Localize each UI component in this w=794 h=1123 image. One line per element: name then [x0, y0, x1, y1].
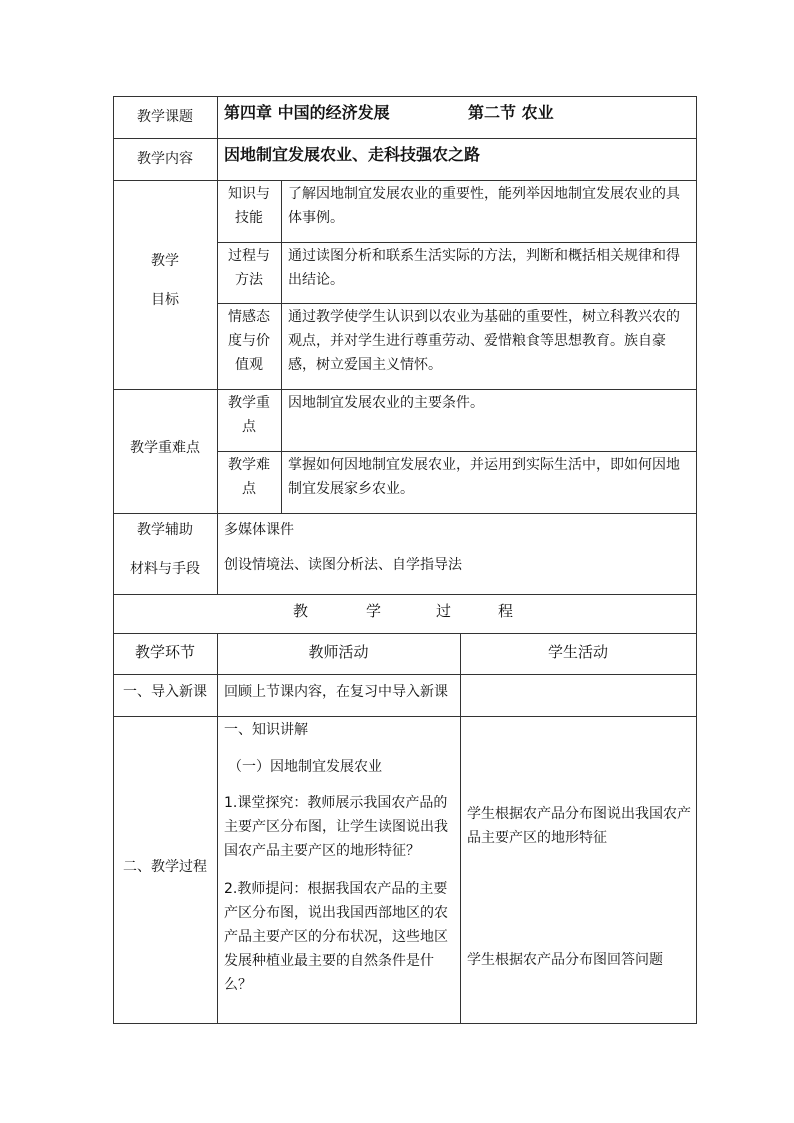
process-title-char-2: 学 [366, 602, 382, 620]
difficulty-label-line1: 教学难 [228, 457, 270, 473]
goals-label-line2: 目标 [151, 292, 179, 308]
content-label: 教学内容 [137, 151, 193, 167]
process-title-char-3: 过 [436, 602, 452, 620]
content-title: 因地制宜发展农业、走科技强农之路 [224, 145, 481, 164]
topic-label: 教学课题 [137, 109, 193, 125]
intro-stage: 一、导入新课 [123, 684, 207, 700]
process-label-line2: 方法 [235, 272, 263, 288]
process-title-char-4: 程 [498, 602, 514, 620]
header-stage: 教学环节 [134, 643, 195, 661]
aids-line2: 创设情境法、读图分析法、自学指导法 [224, 557, 462, 573]
knowledge-label-line1: 知识与 [228, 186, 270, 202]
process-text: 通过读图分析和联系生活实际的方法，判断和概括相关规律和得出结论。 [288, 248, 680, 288]
focus-text: 因地制宜发展农业的主要条件。 [288, 395, 484, 411]
knowledge-label-line2: 技能 [235, 210, 263, 226]
emotion-text: 通过教学使学生认识到以农业为基础的重要性，树立科教兴农的观点，并对学生进行尊重劳动、爱惜粮食等思想教育。族自豪感，树立爱国主义情怀。 [288, 309, 680, 373]
main-stage: 二、教学过程 [123, 859, 207, 875]
teacher-heading: 一、知识讲解 [224, 722, 308, 738]
difficulty-text: 掌握如何因地制宜发展农业，并运用到实际生活中，即如何因地制宜发展家乡农业。 [288, 457, 680, 497]
teacher-item-2: 2.教师提问：根据我国农产品的主要产区分布图，说出我国西部地区的农产品主要产区的分布状况，这些地区发展种植业最主要的自然条件是什么？ [224, 881, 448, 993]
emotion-label-line2: 度与价 [228, 333, 270, 349]
student-item-2: 学生根据农产品分布图回答问题 [467, 952, 663, 968]
chapter-title: 第四章 中国的经济发展 [224, 103, 390, 122]
focus-label-line1: 教学重 [228, 395, 270, 411]
process-label-line1: 过程与 [228, 248, 270, 264]
intro-teacher: 回顾上节课内容，在复习中导入新课 [224, 684, 448, 700]
knowledge-text: 了解因地制宜发展农业的重要性，能列举因地制宜发展农业的具体事例。 [288, 186, 680, 226]
difficulty-label-line2: 点 [242, 481, 256, 497]
goals-label-line1: 教学 [151, 253, 179, 269]
teacher-subheading: （一）因地制宜发展农业 [228, 759, 382, 775]
focus-label-line2: 点 [242, 419, 256, 435]
header-teacher: 教师活动 [308, 643, 369, 661]
process-title-char-1: 教 [293, 602, 309, 620]
key-points-label: 教学重难点 [130, 440, 200, 456]
header-student: 学生活动 [547, 643, 608, 661]
student-item-1: 学生根据农产品分布图说出我国农产品主要产区的地形特征 [467, 806, 691, 846]
section-title: 第二节 农业 [468, 103, 554, 122]
aids-label-line1: 教学辅助 [137, 522, 193, 538]
teacher-item-1: 1.课堂探究：教师展示我国农产品的主要产区分布图，让学生读图说出我国农产品主要产区的地形特征？ [224, 795, 448, 859]
aids-line1: 多媒体课件 [224, 522, 294, 538]
emotion-label-line3: 值观 [235, 357, 263, 373]
emotion-label-line1: 情感态 [228, 309, 270, 325]
aids-label-line2: 材料与手段 [130, 561, 200, 577]
